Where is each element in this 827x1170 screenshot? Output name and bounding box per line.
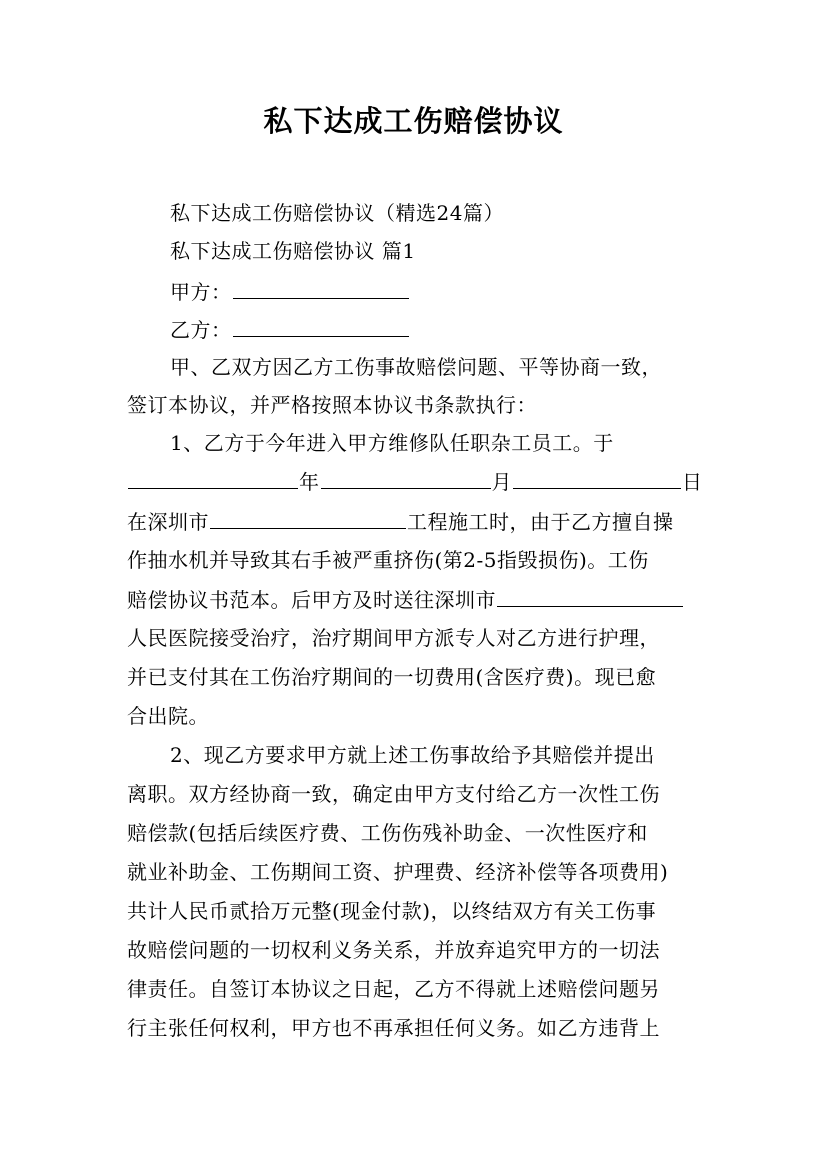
- paragraph-line: 并已支付其在工伤治疗期间的一切费用(含医疗费)。现已愈: [127, 665, 657, 689]
- paragraph-line: 离职。双方经协商一致，确定由甲方支付给乙方一次性工伤: [127, 782, 660, 806]
- location-line: [127, 506, 674, 537]
- day-blank: [513, 466, 681, 489]
- location-label: 在深圳市: [127, 510, 209, 534]
- paragraph-line: 签订本协议，并严格按照本协议书条款执行：: [127, 393, 537, 417]
- hospital-line: [127, 584, 684, 615]
- paragraph-line: 人民医院接受治疗，治疗期间甲方派专人对乙方进行护理，: [127, 626, 660, 650]
- party-a-label: 甲方：: [170, 280, 232, 304]
- date-blanks-line: [127, 466, 703, 497]
- paragraph-line: 合出院。: [127, 704, 209, 728]
- month-blank: [321, 466, 491, 489]
- clause-2-line: 2、现乙方要求甲方就上述工伤事故给予其赔偿并提出: [170, 743, 655, 767]
- paragraph-line: 赔偿款(包括后续医疗费、工伤伤残补助金、一次性医疗和: [127, 821, 648, 845]
- paragraph-line: 甲、乙双方因乙方工伤事故赔偿问题、平等协商一致，: [170, 355, 662, 379]
- paragraph-line: 作抽水机并导致其右手被严重挤伤(第2-5指毁损伤)。工伤: [127, 548, 649, 572]
- location-blank: [210, 506, 406, 529]
- paragraph-line: 律责任。自签订本协议之日起，乙方不得就上述赔偿问题另: [127, 977, 660, 1001]
- subtitle-line: 私下达成工伤赔偿协议（精选24篇）: [170, 201, 504, 225]
- hospital-blank: [497, 584, 683, 607]
- section-heading: 私下达成工伤赔偿协议 篇1: [170, 239, 416, 263]
- paragraph-line: 故赔偿问题的一切权利义务关系，并放弃追究甲方的一切法: [127, 938, 660, 962]
- party-b-blank: [233, 314, 409, 337]
- month-label: 月: [491, 470, 512, 494]
- paragraph-line: 行主张任何权利，甲方也不再承担任何义务。如乙方违背上: [127, 1016, 660, 1040]
- day-label: 日: [682, 470, 703, 494]
- paragraph-line: 就业补助金、工伤期间工资、护理费、经济补偿等各项费用): [127, 860, 669, 884]
- year-blank: [128, 466, 298, 489]
- document-title: 私下达成工伤赔偿协议: [263, 104, 564, 138]
- location-text: 工程施工时，由于乙方擅自操: [407, 510, 674, 534]
- party-b-line: [170, 314, 410, 345]
- party-a-line: [170, 276, 410, 307]
- party-b-label: 乙方：: [170, 318, 232, 342]
- year-label: 年: [299, 470, 320, 494]
- clause-1-line: 1、乙方于今年进入甲方维修队任职杂工员工。于: [170, 431, 614, 455]
- party-a-blank: [233, 276, 409, 299]
- hospital-text: 赔偿协议书范本。后甲方及时送往深圳市: [127, 588, 496, 612]
- paragraph-line: 共计人民币贰拾万元整(现金付款)，以终结双方有关工伤事: [127, 899, 657, 923]
